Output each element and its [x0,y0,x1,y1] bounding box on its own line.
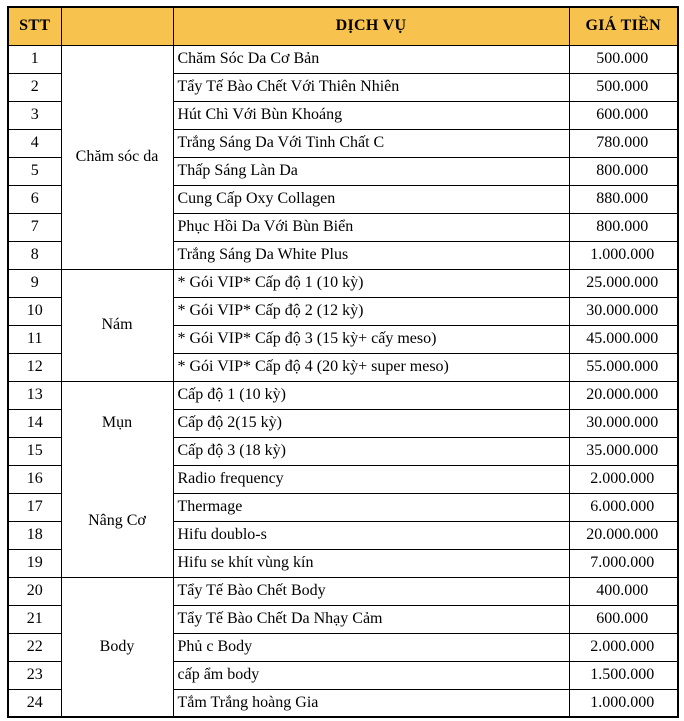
header-row [8,7,678,45]
service-cell: * Gói VIP* Cấp độ 1 (10 kỳ) [173,269,569,297]
stt-cell: 2 [8,73,61,101]
header-price: GIÁ TIỀN [569,7,678,45]
price-cell: 35.000.000 [569,437,678,465]
stt-cell: 17 [8,493,61,521]
service-cell: Hút Chì Với Bùn Khoáng [173,101,569,129]
header-category [61,7,173,45]
service-cell: Thấp Sáng Làn Da [173,157,569,185]
category-cell: Nám [61,269,173,381]
price-cell: 400.000 [569,577,678,605]
service-cell: Phủ c Body [173,633,569,661]
table-row [8,465,678,493]
price-cell: 500.000 [569,73,678,101]
stt-cell: 23 [8,661,61,689]
price-cell: 20.000.000 [569,521,678,549]
service-cell: Radio frequency [173,465,569,493]
service-cell: Tắm Trắng hoàng Gia [173,689,569,717]
stt-cell: 24 [8,689,61,717]
table-row [8,269,678,297]
stt-cell: 8 [8,241,61,269]
service-cell: * Gói VIP* Cấp độ 3 (15 kỳ+ cấy meso) [173,325,569,353]
service-cell: Hifu se khít vùng kín [173,549,569,577]
service-cell: Trắng Sáng Da Với Tinh Chất C [173,129,569,157]
price-cell: 2.000.000 [569,633,678,661]
price-cell: 880.000 [569,185,678,213]
price-cell: 20.000.000 [569,381,678,409]
table-row [8,577,678,605]
service-cell: Tẩy Tế Bào Chết Da Nhạy Cảm [173,605,569,633]
service-cell: cấp ẩm body [173,661,569,689]
stt-cell: 3 [8,101,61,129]
stt-cell: 6 [8,185,61,213]
stt-cell: 21 [8,605,61,633]
header-stt: STT [8,7,61,45]
price-cell: 55.000.000 [569,353,678,381]
price-cell: 1.000.000 [569,241,678,269]
price-cell: 1.000.000 [569,689,678,717]
service-cell: Cấp độ 3 (18 kỳ) [173,437,569,465]
price-cell: 7.000.000 [569,549,678,577]
service-cell: Cung Cấp Oxy Collagen [173,185,569,213]
category-cell: Body [61,577,173,717]
service-cell: Hifu doublo-s [173,521,569,549]
service-cell: Thermage [173,493,569,521]
price-cell: 6.000.000 [569,493,678,521]
service-cell: Cấp độ 2(15 kỳ) [173,409,569,437]
category-cell: Chăm sóc da [61,45,173,269]
price-cell: 30.000.000 [569,297,678,325]
stt-cell: 1 [8,45,61,73]
category-cell: Nâng Cơ [61,465,173,577]
price-cell: 30.000.000 [569,409,678,437]
price-cell: 800.000 [569,213,678,241]
table-row [8,45,678,73]
stt-cell: 22 [8,633,61,661]
service-cell: Phục Hồi Da Với Bùn Biển [173,213,569,241]
stt-cell: 14 [8,409,61,437]
stt-cell: 10 [8,297,61,325]
service-cell: Chăm Sóc Da Cơ Bản [173,45,569,73]
price-cell: 1.500.000 [569,661,678,689]
price-cell: 600.000 [569,605,678,633]
stt-cell: 13 [8,381,61,409]
stt-cell: 7 [8,213,61,241]
stt-cell: 12 [8,353,61,381]
stt-cell: 20 [8,577,61,605]
stt-cell: 5 [8,157,61,185]
stt-cell: 16 [8,465,61,493]
stt-cell: 19 [8,549,61,577]
service-cell: * Gói VIP* Cấp độ 2 (12 kỳ) [173,297,569,325]
price-cell: 780.000 [569,129,678,157]
category-cell: Mụn [61,381,173,465]
table-row [8,381,678,409]
stt-cell: 4 [8,129,61,157]
price-cell: 600.000 [569,101,678,129]
stt-cell: 18 [8,521,61,549]
price-table [7,6,679,718]
stt-cell: 9 [8,269,61,297]
service-cell: Tẩy Tế Bào Chết Với Thiên Nhiên [173,73,569,101]
price-cell: 500.000 [569,45,678,73]
service-cell: Tẩy Tế Bào Chết Body [173,577,569,605]
service-cell: * Gói VIP* Cấp độ 4 (20 kỳ+ super meso) [173,353,569,381]
price-cell: 25.000.000 [569,269,678,297]
price-cell: 45.000.000 [569,325,678,353]
table-body [8,45,678,717]
header-service: DỊCH VỤ [173,7,569,45]
price-cell: 800.000 [569,157,678,185]
stt-cell: 15 [8,437,61,465]
price-cell: 2.000.000 [569,465,678,493]
service-cell: Cấp độ 1 (10 kỳ) [173,381,569,409]
stt-cell: 11 [8,325,61,353]
table-header [8,7,678,45]
service-cell: Trắng Sáng Da White Plus [173,241,569,269]
